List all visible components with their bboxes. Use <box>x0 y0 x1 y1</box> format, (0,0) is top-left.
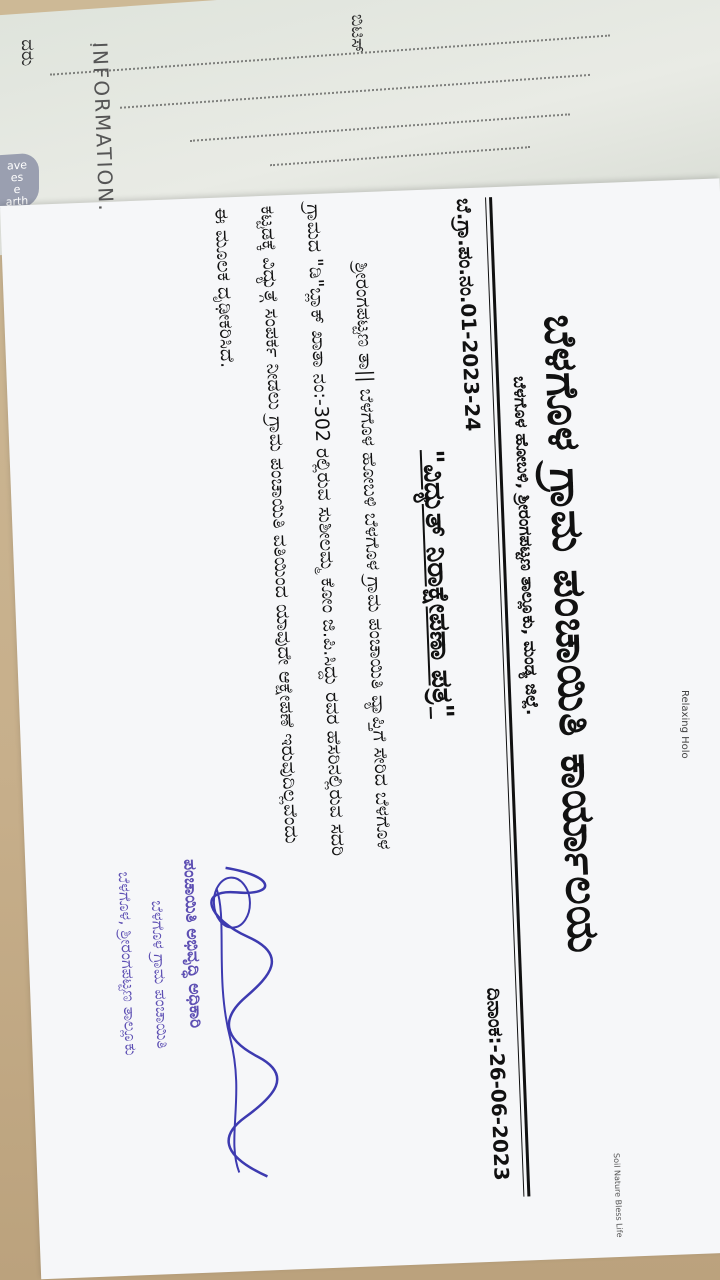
document-content <box>40 41 638 1238</box>
notebook-badge-text: ave es e arth <box>5 158 29 209</box>
body-line: ಶ್ರೀರಂಗಪಟ್ಟಣ ತಾ|| ಬೆಳಗೊಳ ಹೋಬಳಿ ಬೆಳಗೊಳ ಗ್ರಾಮ ಪಂಚಾಯಿತಿ ವ್ಯಾಪ್ತಿಗೆ ಸೇರಿದ ಬೆಳಗೊಳ <box>350 261 395 850</box>
document-heading: "ವಿದ್ಯುತ್ ನಿರಾಕ್ಷೇಪಣಾ ಪತ್ರ" <box>416 448 460 719</box>
information-strip: INFORMATION. <box>87 41 119 213</box>
document-paper <box>0 41 720 1279</box>
body-line: ಗ್ರಾಮದ "ಡಿ"ಬ್ಲಾಕ್ ಖಾತಾ ನಂ:-302 ರಲ್ಲಿರುವ ಸುಶೀಲಮ್ಮ ಕೋಂ ಜಿ.ಪಿ.ಸಿದ್ದು ರವರ ಹೆಸರಿನಲ್ಲಿರುವ ಸದರಿ <box>302 203 350 857</box>
dotted-line <box>120 74 590 109</box>
top-small-note: Relaxing Holo <box>679 690 690 759</box>
dotted-line <box>270 146 530 166</box>
notebook-word: ಬಿಟಿಸ್ <box>347 13 368 55</box>
seal-office: ಬೆಳಗೊಳ ಗ್ರಾಮ ಪಂಚಾಯಿತಿ <box>147 900 173 1050</box>
office-subtitle: ಬೆಳಗೊಳ ಹೋಬಳಿ, ಶ್ರೀರಂಗಪಟ್ಟಣ ತಾಲ್ಲೂಕು, ಮಂಡ್ಯ ಜಿಲ್ಲೆ. <box>508 375 542 716</box>
dotted-line <box>50 35 610 76</box>
reference-number: ಬೆ.ಗ್ರಾ.ಪಂ.ನಂ.01-2023-24 <box>452 197 485 432</box>
notebook-word: ದರು <box>17 38 38 67</box>
signature-scribble <box>195 856 298 1189</box>
body-line: ಕಟ್ಟಡಕ್ಕೆ ವಿದ್ಯುತ್ಗೆ ಸಂಪರ್ಕ ನೀಡಲು ಗ್ರಾಮ ಪಂಚಾಯಿತಿ ವತಿಯಿಂದ ಯಾವುದೇ ಆಕ್ಷೇಪಣೆ ಇರುವುದಿಲ್ಲವೆಂದು <box>256 205 303 845</box>
seal-location: ಬೆಳಗೊಳ, ಶ್ರೀರಂಗಪಟ್ಟಣ ತಾಲ್ಲೂಕು <box>114 871 141 1057</box>
notebook-badge <box>0 152 39 209</box>
signature-block <box>85 856 298 1193</box>
dotted-line <box>190 113 570 142</box>
office-title: ಬೆಳಗೊಳ ಗ್ರಾಮ ಪಂಚಾಯಿತಿ ಕಾರ್ಯಾಲಯ <box>533 313 610 955</box>
side-note: Soil Nature Bless Life <box>611 1152 625 1238</box>
document-date: ದಿನಾಂಕ:-26-06-2023 <box>482 987 514 1182</box>
body-line: ಈ ಮೂಲಕ ದೃಢೀಕರಿಸಿದೆ. <box>210 207 239 369</box>
seal-designation: ಪಂಚಾಯಿತಿ ಅಭಿವೃದ್ಧಿ ಅಧಿಕಾರಿ <box>179 858 206 1029</box>
